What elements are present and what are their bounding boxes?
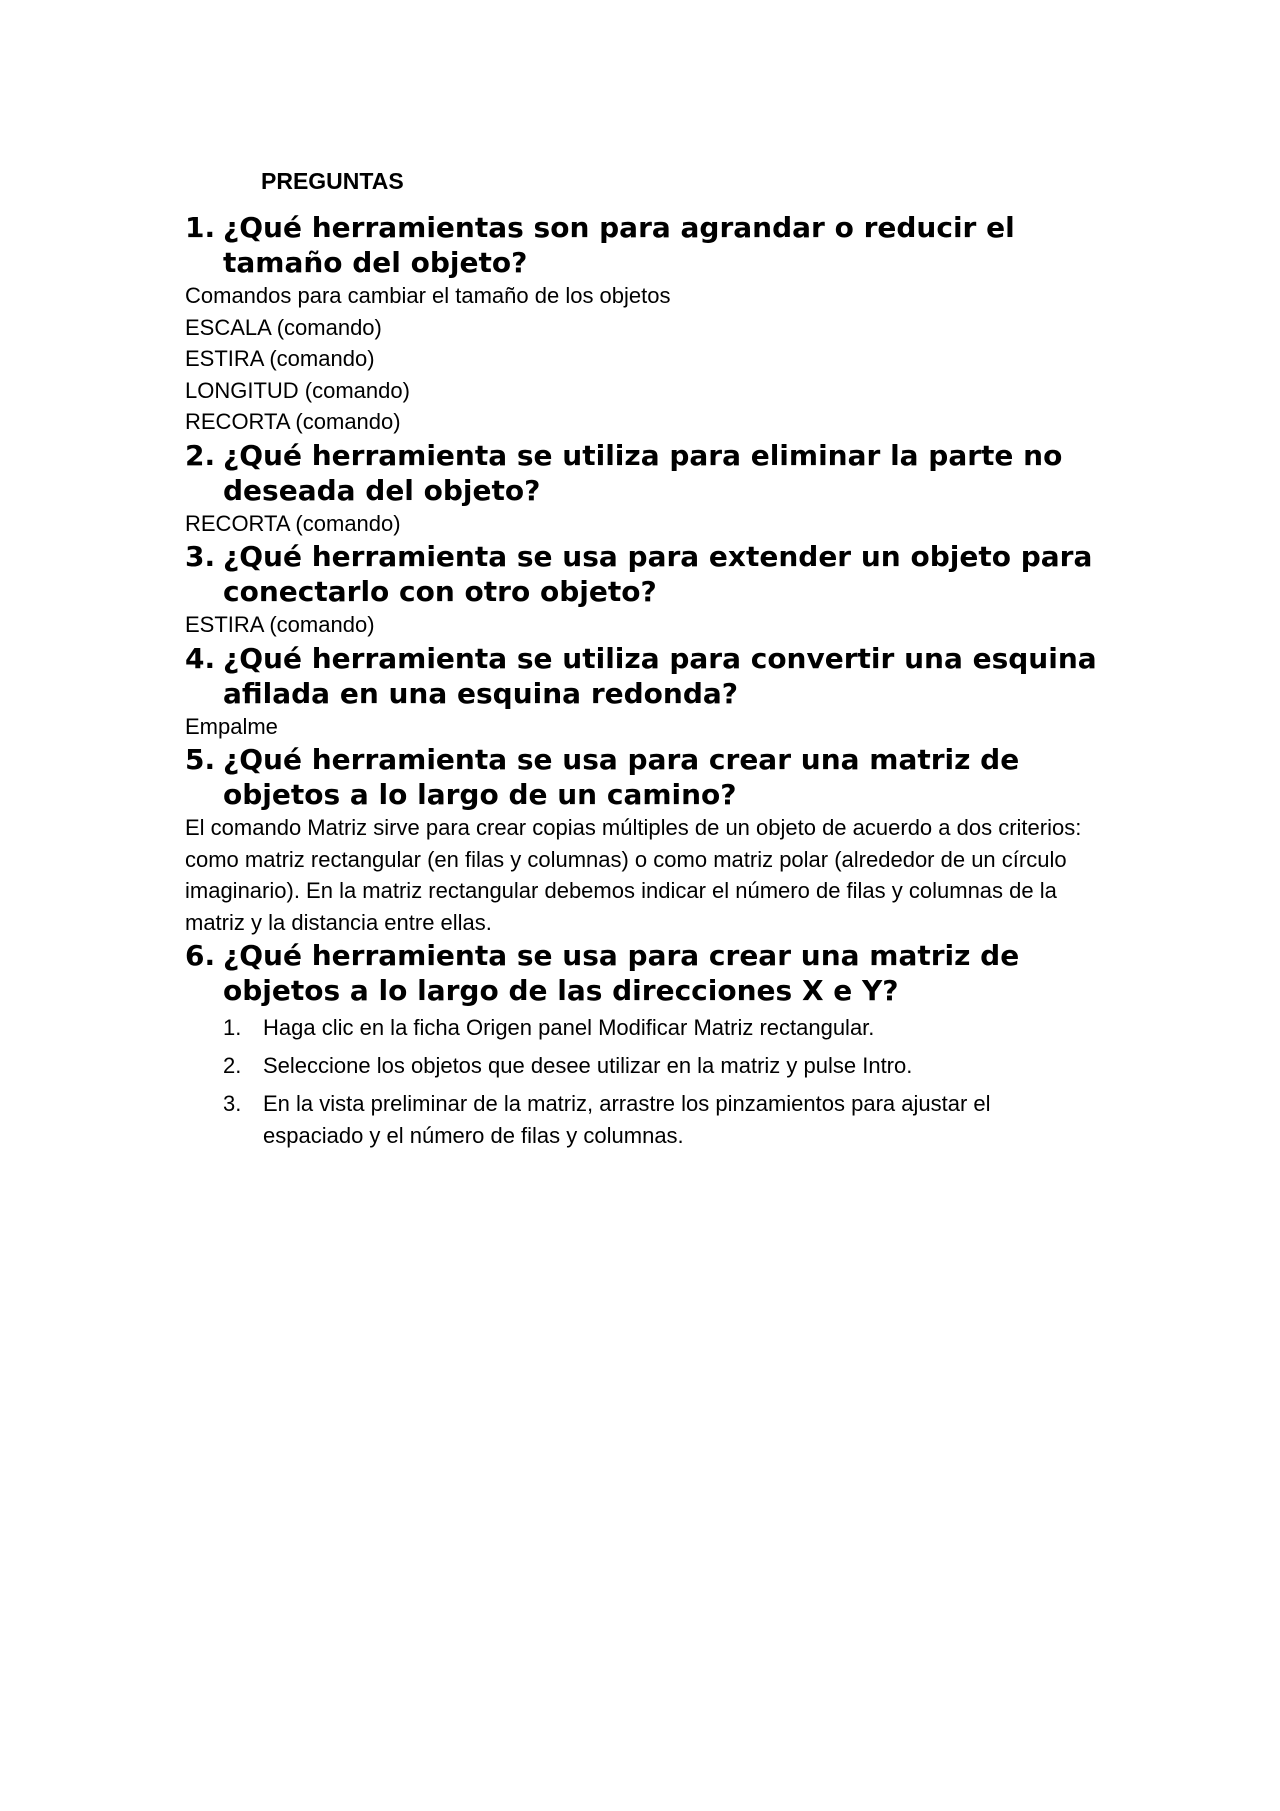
question-number: 3. [185, 540, 216, 573]
step-text: Haga clic en la ficha Origen panel Modificar Matriz rectangular. [263, 1015, 875, 1040]
answer-line: ESCALA (comando) [185, 314, 382, 340]
document-title: PREGUNTAS [261, 168, 404, 194]
question-4 [185, 641, 1105, 711]
steps-list [185, 1012, 1105, 1152]
question-number: 6. [185, 939, 216, 972]
question-text: ¿Qué herramienta se utiliza para convertir una esquina afilada en una esquina redonda? [223, 641, 1097, 710]
list-item [185, 1050, 1105, 1082]
step-number: 2. [223, 1053, 242, 1078]
question-5 [185, 742, 1105, 812]
document-content [185, 166, 1105, 1158]
question-number: 4. [185, 641, 216, 675]
answer-line: Comandos para cambiar el tamaño de los objetos [185, 283, 671, 308]
answer-paragraph: El comando Matriz sirve para crear copias múltiples de un objeto de acuerdo a dos criterios: como matriz rectangular (en filas y columnas) o como matriz polar (alrededor de un círculo imaginario). En la matriz rectangular debemos indicar el número de filas y columnas de la matriz y la distancia entre ellas. [185, 815, 1082, 935]
question-3 [185, 539, 1105, 609]
question-text: ¿Qué herramienta se usa para crear una matriz de objetos a lo largo de las direcciones X e Y? [223, 939, 1020, 1007]
question-number: 5. [185, 743, 216, 776]
question-number: 2. [185, 438, 216, 472]
answer-line: LONGITUD (comando) [185, 377, 410, 403]
answer-line: ESTIRA (comando) [185, 346, 375, 371]
step-text: En la vista preliminar de la matriz, arrastre los pinzamientos para ajustar el espaciado y el número de filas y columnas. [263, 1091, 991, 1148]
question-text: ¿Qué herramienta se usa para extender un objeto para conectarlo con otro objeto? [223, 540, 1093, 608]
question-number: 1. [185, 211, 216, 244]
step-number: 1. [223, 1015, 242, 1040]
question-text: ¿Qué herramienta se utiliza para eliminar la parte no deseada del objeto? [223, 438, 1063, 507]
question-text: ¿Qué herramientas son para agrandar o reducir el tamaño del objeto? [223, 211, 1015, 279]
step-number: 3. [223, 1091, 242, 1116]
step-text: Seleccione los objetos que desee utilizar en la matriz y pulse Intro. [263, 1053, 913, 1078]
answer-line: Empalme [185, 713, 278, 739]
list-item [185, 1088, 1105, 1152]
question-2 [185, 438, 1105, 508]
question-1 [185, 210, 1105, 280]
question-text: ¿Qué herramienta se usa para crear una matriz de objetos a lo largo de un camino? [223, 743, 1020, 811]
answer-line: RECORTA (comando) [185, 409, 401, 434]
question-6 [185, 938, 1105, 1008]
answer-line: ESTIRA (comando) [185, 612, 375, 637]
answer-line: RECORTA (comando) [185, 510, 401, 536]
list-item [185, 1012, 1105, 1044]
